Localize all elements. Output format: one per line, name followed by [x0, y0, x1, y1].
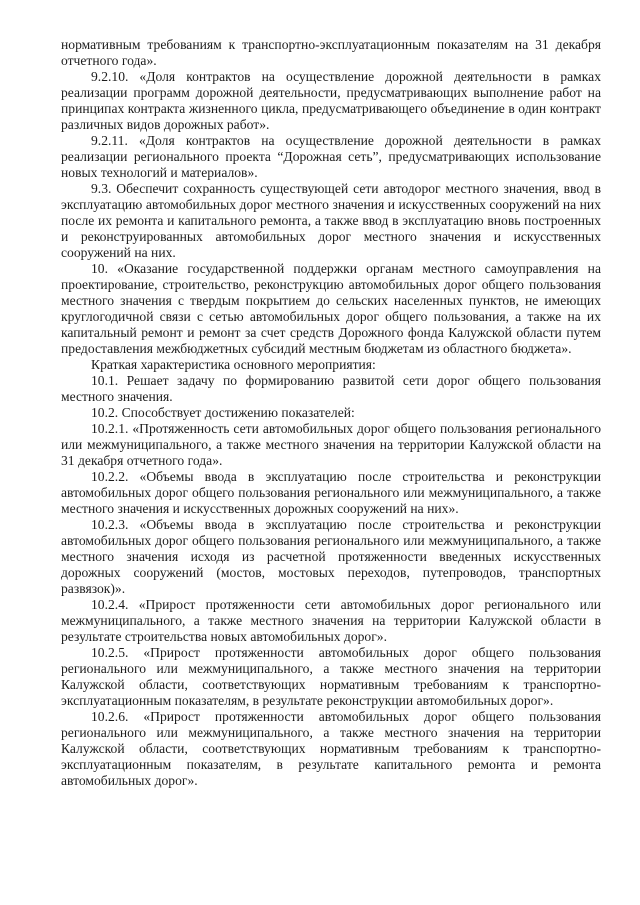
- paragraph-10: 10. «Оказание государственной поддержки органам местного самоуправления на проектирование, строительство, реконструкцию автомобильных дорог общего пользования местного значения с твердым покрытием до сельских населенных пунктов, не имеющих круглогодичной связи с сетью автомобильных дорог общего пользования, а также на их капитальный ремонт и ремонт за счет средств Дорожного фонда Калужской области путем предоставления межбюджетных субсидий местным бюджетам из областного бюджета».: [61, 261, 601, 356]
- paragraph-10-2-6: 10.2.6. «Прирост протяженности автомобильных дорог общего пользования регионального или межмуниципального, а также местного значения на территории Калужской области, соответствующих нормативным требованиям к транспортно-эксплуатационным показателям, в результате капитального ремонта и ремонта автомобильных дорог».: [61, 709, 601, 788]
- paragraph-10-2-5: 10.2.5. «Прирост протяженности автомобильных дорог общего пользования регионального или межмуниципального, а также местного значения на территории Калужской области, соответствующих нормативным требованиям к транспортно-эксплуатационным показателям, в результате реконструкции автомобильных дорог».: [61, 645, 601, 708]
- paragraph-10-2-3: 10.2.3. «Объемы ввода в эксплуатацию после строительства и реконструкции автомобильных дорог общего пользования регионального или межмуниципального, а также местного значения исходя из расчетной протяженности введенных искусственных дорожных сооружений (мостов, мостовых переходов, путепроводов, транспортных развязок)».: [61, 517, 601, 596]
- paragraph-9-2-11: 9.2.11. «Доля контрактов на осуществление дорожной деятельности в рамках реализации регионального проекта “Дорожная сеть”, предусматривающих использование новых технологий и материалов».: [61, 133, 601, 180]
- paragraph-10-1: 10.1. Решает задачу по формированию развитой сети дорог общего пользования местного значения.: [61, 373, 601, 404]
- paragraph-summary-heading: Краткая характеристика основного мероприятия:: [91, 357, 376, 372]
- paragraph-10-2: 10.2. Способствует достижению показателей:: [91, 405, 355, 420]
- paragraph-continuation: нормативным требованиям к транспортно-эксплуатационным показателям на 31 декабря отчетного года».: [61, 37, 601, 68]
- paragraph-9-3: 9.3. Обеспечит сохранность существующей сети автодорог местного значения, ввод в эксплуатацию автомобильных дорог местного значения и искусственных сооружений на них после их ремонта и капитального ремонта, а также ввод в эксплуатацию вновь построенных и реконструированных автомобильных дорог местного значения и искусственных сооружений на них.: [61, 181, 601, 260]
- paragraph-10-2-1: 10.2.1. «Протяженность сети автомобильных дорог общего пользования регионального или межмуниципального, а также местного значения на территории Калужской области на 31 декабря отчетного года».: [61, 421, 601, 468]
- paragraph-10-2-2: 10.2.2. «Объемы ввода в эксплуатацию после строительства и реконструкции автомобильных дорог общего пользования регионального или межмуниципального, а также местного значения и искусственных дорожных сооружений на них».: [61, 469, 601, 516]
- paragraph-9-2-10: 9.2.10. «Доля контрактов на осуществление дорожной деятельности в рамках реализации программ дорожной деятельности, предусматривающих выполнение работ на принципах контракта жизненного цикла, предусматривающего объединение в один контракт различных видов дорожных работ».: [61, 69, 601, 132]
- document-page: [61, 37, 601, 789]
- paragraph-10-2-4: 10.2.4. «Прирост протяженности сети автомобильных дорог регионального или межмуниципального, а также местного значения на территории Калужской области в результате строительства новых автомобильных дорог».: [61, 597, 601, 644]
